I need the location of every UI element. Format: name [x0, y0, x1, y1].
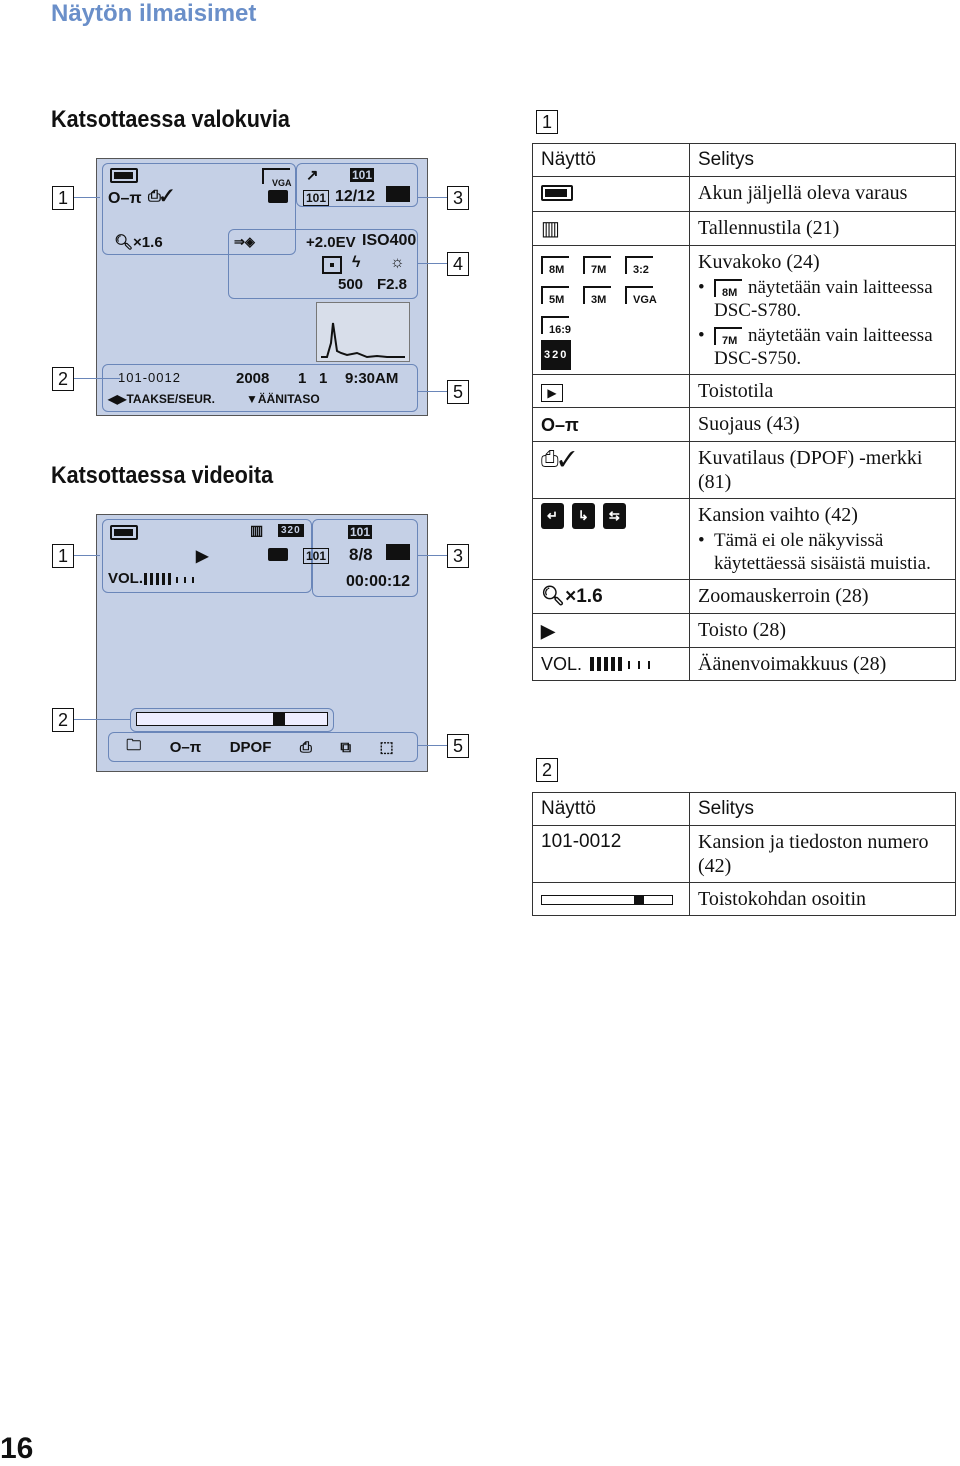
callout-line — [418, 745, 447, 746]
row-desc: Kuvatilaus (DPOF) -merkki (81) — [690, 442, 956, 499]
table-row — [533, 375, 956, 408]
playback-bar — [136, 712, 328, 726]
callout-5: 5 — [447, 734, 469, 758]
iso-value: ISO400 — [362, 232, 417, 249]
size-5m-icon: 5M — [541, 286, 569, 304]
table2-label: 2 — [536, 758, 558, 782]
dpof-print-icon: ⎙✓ — [148, 188, 173, 205]
table-row — [533, 647, 956, 680]
table-row — [533, 212, 956, 246]
date-day: 1 — [319, 370, 328, 387]
row-desc: Zoomauskerroin (28) — [690, 580, 956, 614]
callout-line — [74, 555, 100, 556]
size-16-9-icon: 16:9 — [541, 316, 569, 334]
table-row — [533, 442, 956, 499]
folder-forward-icon: ↳ — [572, 503, 595, 529]
table-row — [533, 826, 956, 883]
table1-label: 1 — [536, 110, 558, 134]
note-item: • 7M näytetään vain laitteessa DSC-S750. — [698, 324, 947, 370]
video-section-title: Katsottaessa videoita — [51, 462, 274, 489]
menu-bar — [112, 736, 408, 758]
slideshow-icon[interactable]: ⧉ — [340, 738, 352, 756]
dpof-print-icon: ⎙✓ — [541, 445, 576, 471]
note-item: • Tämä ei ole näkyvissä käytettäessä sisäistä muistia. — [698, 529, 947, 575]
size-vga-icon: VGA — [625, 286, 653, 304]
print-icon[interactable]: ⎙ — [299, 738, 312, 756]
image-size-icon: VGA — [262, 168, 290, 184]
size-7m-icon: 7M — [714, 327, 742, 345]
callout-2: 2 — [52, 367, 74, 391]
table-row: 🔍︎×1.6 Zoomauskerroin (28) — [533, 580, 956, 614]
volume-label: VOL. — [541, 653, 583, 674]
white-balance-icon: ⇒◈ — [234, 234, 255, 249]
callout-4: 4 — [447, 252, 469, 276]
row-desc: Toistokohdan osoitin — [690, 883, 956, 916]
folder-icon: 101 — [350, 525, 371, 539]
page-header: Näytön ilmaisimet — [51, 0, 257, 27]
table-row — [533, 613, 956, 647]
light-bulb-icon: ☼ — [390, 254, 405, 271]
row-desc: Suojaus (43) — [690, 408, 956, 442]
file-number: 101-0012 — [118, 370, 181, 385]
internal-memory-icon — [386, 186, 410, 202]
play-icon: ▶ — [196, 548, 209, 565]
zoom-icon: 🔍︎ — [541, 585, 566, 607]
table-header-desc: Selitys — [690, 793, 956, 826]
callout-3: 3 — [447, 544, 469, 568]
shutter-speed: 500 — [338, 276, 364, 293]
play-icon: ▶ — [541, 620, 555, 641]
histogram-graph — [317, 303, 409, 361]
folder-both-icon: ⇆ — [603, 503, 626, 529]
exposure-value: +2.0EV — [306, 234, 356, 251]
table-row — [533, 408, 956, 442]
battery-icon — [110, 168, 138, 183]
callout-5: 5 — [447, 380, 469, 404]
aperture-value: F2.8 — [377, 276, 408, 293]
callout-1: 1 — [52, 544, 74, 568]
callout-line — [418, 197, 447, 198]
callout-line — [418, 555, 447, 556]
date-month: 1 — [298, 370, 307, 387]
film-icon: ▥ — [541, 217, 560, 240]
playback-counter: 00:00:12 — [346, 573, 411, 590]
size-7m-icon: 7M — [583, 256, 611, 274]
row-desc: Kansion ja tiedoston numero (42) — [690, 826, 956, 883]
nav-guide: ◀▶TAAKSE/SEUR. — [108, 392, 215, 406]
table-row — [533, 177, 956, 212]
photo-section-title: Katsottaessa valokuvia — [51, 106, 290, 133]
zoom-readout: 🔍︎×1.6 — [114, 234, 163, 251]
indicator-table-2 — [532, 792, 956, 916]
zoom-icon: 🔍︎ — [114, 234, 134, 251]
row-desc: Toisto (28) — [690, 613, 956, 647]
folder-icon: 101 — [352, 168, 373, 182]
size-320-icon: 320 — [541, 340, 571, 370]
page-number: 16 — [0, 1432, 34, 1465]
volume-bars-icon — [144, 572, 204, 584]
left-right-arrow-icon: ◀▶ — [108, 392, 127, 406]
table-row — [533, 499, 956, 580]
size-8m-icon: 8M — [541, 256, 569, 274]
film-icon: ▥ — [250, 522, 264, 538]
size-8m-icon: 8M — [714, 279, 742, 297]
dpof-menu[interactable]: DPOF — [229, 738, 272, 756]
battery-icon — [110, 525, 138, 540]
image-count: 8/8 — [349, 545, 373, 564]
folder-back-icon: ↵ — [541, 503, 564, 529]
row-desc: Toistotila — [690, 375, 956, 408]
flash-icon: ϟ — [352, 254, 361, 271]
file-number: 101-0012 — [533, 826, 690, 883]
battery-icon — [541, 185, 573, 201]
row-desc: Akun jäljellä oleva varaus — [690, 177, 956, 212]
callout-line — [418, 263, 447, 264]
row-desc: Kansion vaihto (42) — [698, 504, 858, 527]
folder-change-icon — [268, 190, 288, 203]
folder-change-icon — [268, 548, 288, 561]
size-3m-icon: 3M — [583, 286, 611, 304]
folder-icon[interactable]: 🗀︎ — [126, 736, 142, 754]
table-header-display: Näyttö — [533, 144, 690, 177]
date-year: 2008 — [236, 370, 270, 387]
table-header-desc: Selitys — [690, 144, 956, 177]
playback-mode-icon: ↗ — [306, 167, 319, 184]
volume-bars-icon — [588, 657, 658, 671]
table-header-display: Näyttö — [533, 793, 690, 826]
protect-key-icon: O–π — [541, 415, 579, 436]
volume-label: VOL. — [108, 570, 144, 587]
callout-3: 3 — [447, 186, 469, 210]
table-row — [533, 245, 956, 375]
row-desc: Äänenvoimakkuus (28) — [690, 647, 956, 680]
folder-number-icon: 101 — [303, 548, 329, 564]
size-3-2-icon: 3:2 — [625, 256, 653, 274]
playback-mode-icon: ▶ — [541, 384, 563, 402]
row-desc: Kuvakoko (24) — [698, 250, 820, 273]
callout-line — [418, 391, 447, 392]
image-count: 12/12 — [335, 188, 376, 205]
internal-memory-icon — [386, 544, 410, 560]
note-item: • 8M näytetään vain laitteessa DSC-S780. — [698, 276, 947, 322]
protect-key-icon[interactable]: O–π — [169, 738, 202, 756]
size-320-icon: 320 — [278, 524, 304, 537]
folder-number-icon: 101 — [303, 190, 329, 206]
callout-line — [74, 197, 100, 198]
trimming-icon[interactable]: ⬚ — [379, 739, 394, 756]
histogram — [316, 302, 410, 362]
callout-2: 2 — [52, 708, 74, 732]
row-desc: Tallennustila (21) — [690, 212, 956, 246]
table-row — [533, 883, 956, 916]
volume-guide: ▼ÄÄNITASO — [246, 392, 320, 406]
metering-icon — [322, 256, 342, 274]
down-arrow-icon: ▼ — [246, 392, 258, 406]
playback-bar-icon — [541, 895, 673, 905]
callout-1: 1 — [52, 186, 74, 210]
protect-key-icon: O–π — [108, 190, 142, 207]
callout-line — [74, 719, 130, 720]
indicator-table-1 — [532, 143, 956, 681]
recording-time: 9:30AM — [345, 370, 399, 387]
